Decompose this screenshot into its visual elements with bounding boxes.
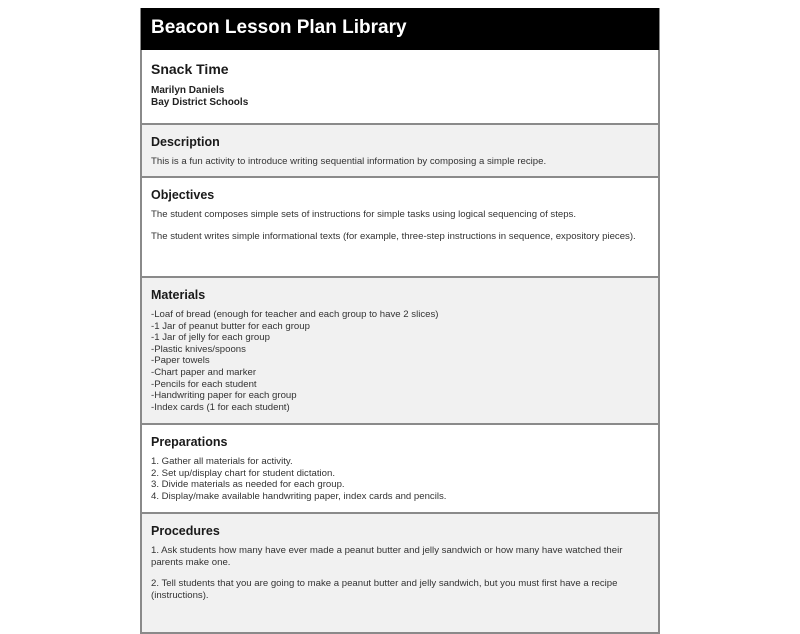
author-name: Marilyn Daniels [151,85,225,96]
material-item: -Paper towels [151,355,210,367]
objective-paragraph: The student writes simple informational texts (for example, three-step instructions in sequence, expository pieces). [151,230,636,242]
procedure-step: 1. Ask students how many have ever made a peanut butter and jelly sandwich or how many have watched their parents make one. [151,545,623,568]
preparation-step: 3. Divide materials as needed for each group. [151,479,345,491]
lesson-title: Snack Time [151,61,229,77]
materials-section [140,278,660,425]
preparation-step: 4. Display/make available handwriting paper, index cards and pencils. [151,490,447,502]
material-item: -Loaf of bread (enough for teacher and each group to have 2 slices) [151,309,439,320]
site-banner [140,8,660,50]
material-item: -1 Jar of peanut butter for each group [151,320,310,332]
material-item: -1 Jar of jelly for each group [151,332,270,344]
procedures-section [140,514,660,634]
author-organization: Bay District Schools [151,97,249,108]
lesson-plan-page [140,8,660,634]
lesson-header [140,50,660,125]
section-heading: Procedures [151,524,220,538]
material-item: -Chart paper and marker [151,366,257,378]
section-heading: Description [151,135,220,149]
section-heading: Materials [151,288,206,302]
preparations-section [140,425,660,514]
section-heading: Preparations [151,435,228,449]
preparation-step: 2. Set up/display chart for student dictation. [151,467,335,479]
objective-paragraph: The student composes simple sets of instructions for simple tasks using logical sequencing of steps. [151,209,576,220]
material-item: -Index cards (1 for each student) [151,401,290,413]
procedure-step: 2. Tell students that you are going to make a peanut butter and jelly sandwich, but you must first have a recipe (instructions). [151,578,618,601]
section-heading: Objectives [151,188,215,202]
description-section [140,125,660,178]
objectives-section [140,178,660,278]
preparation-step: 1. Gather all materials for activity. [151,456,293,467]
material-item: -Pencils for each student [151,378,257,390]
site-title: Beacon Lesson Plan Library [151,17,407,38]
description-text: This is a fun activity to introduce writing sequential information by composing a simple recipe. [151,156,547,167]
material-item: -Plastic knives/spoons [151,343,246,355]
material-item: -Handwriting paper for each group [151,390,297,402]
